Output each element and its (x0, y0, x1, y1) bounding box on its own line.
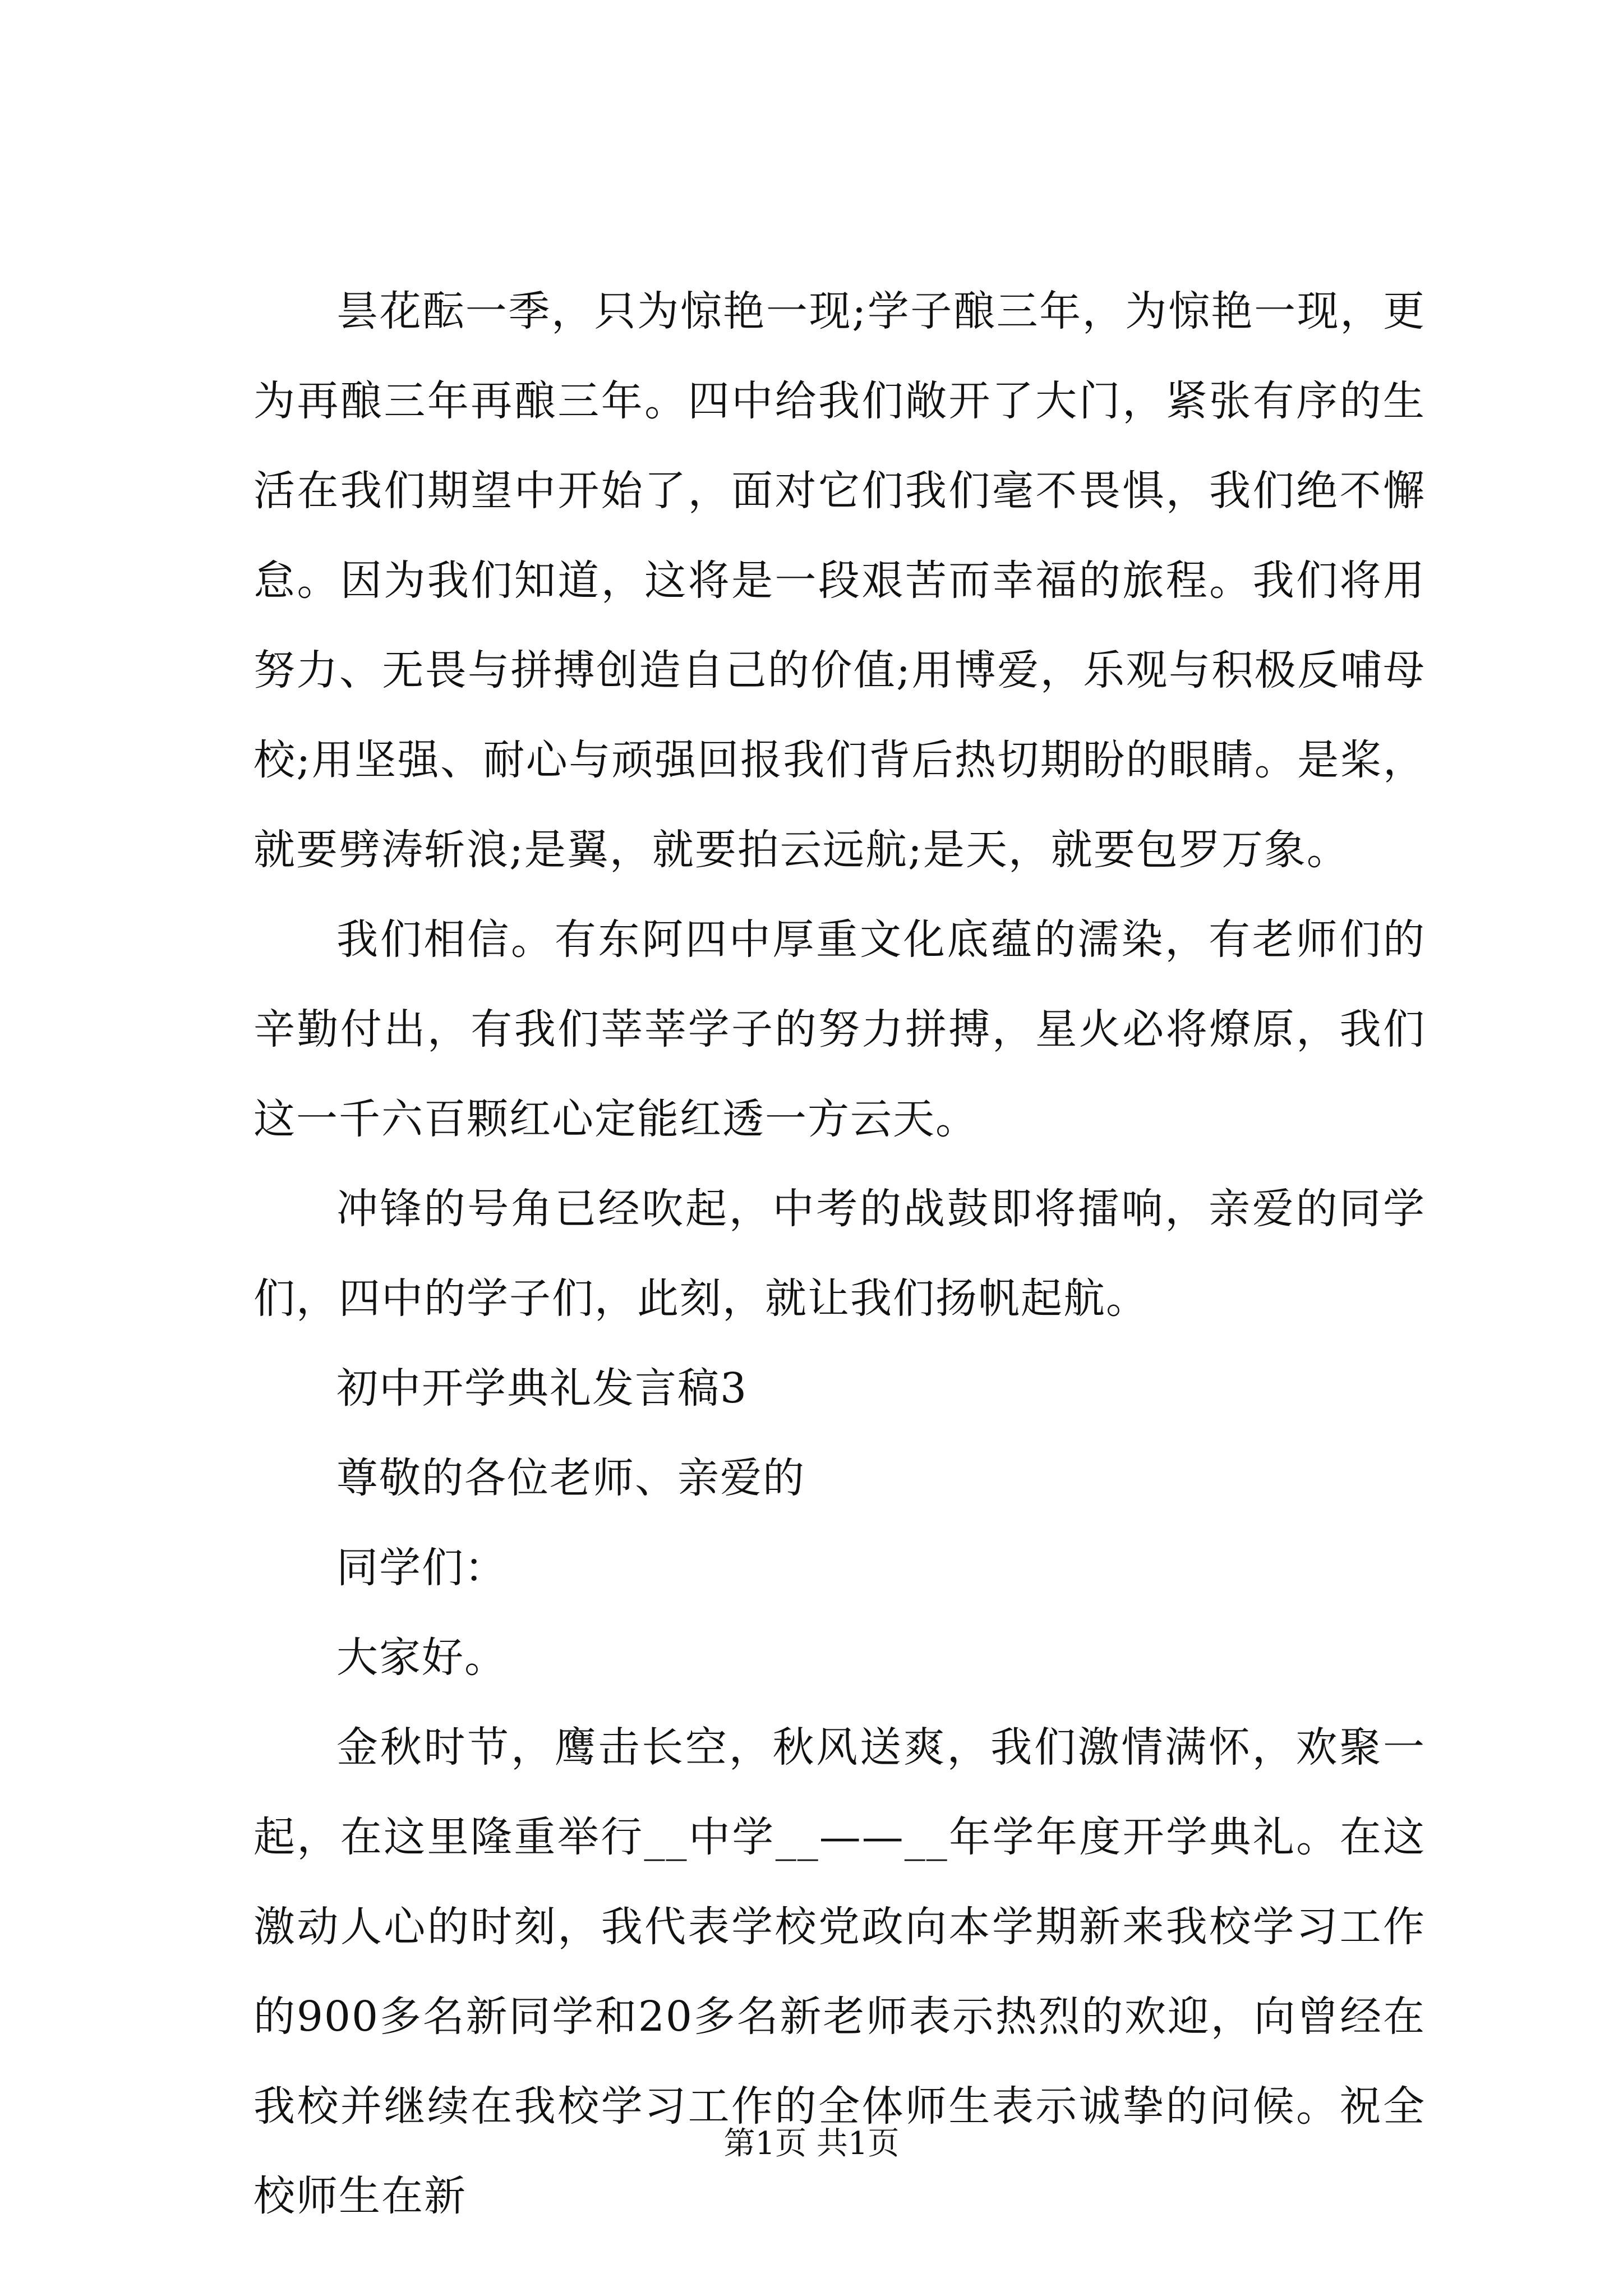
section-heading: 初中开学典礼发言稿3 (336, 1364, 748, 1412)
paragraph-2: 我们相信。有东阿四中厚重文化底蕴的濡染，有老师们的辛勤付出，有我们莘莘学子的努力拼搏，星火必将燎原，我们这一千六百颗红心定能红透一方云天。 (253, 915, 1426, 1143)
page-number: 第1页 共1页 (723, 2125, 900, 2162)
paragraph-3: 冲锋的号角已经吹起，中考的战鼓即将擂响，亲爱的同学们，四中的学子们，此刻，就让我们扬帆起航。 (253, 1185, 1426, 1323)
greeting: 大家好。 (336, 1634, 507, 1682)
document-body (253, 266, 1426, 2241)
salutation-line-2: 同学们： (336, 1544, 507, 1592)
page-footer (0, 2122, 1623, 2166)
salutation-line-1: 尊敬的各位老师、亲爱的 (336, 1454, 805, 1502)
paragraph-4: 金秋时节，鹰击长空，秋风送爽，我们激情满怀，欢聚一起，在这里隆重举行__中学__——__年学年度开学典礼。在这激动人心的时刻，我代表学校党政向本学期新来我校学习工作的900多名新同学和20多名新老师表示热烈的欢迎，向曾经在我校并继续在我校学习工作的全体师生表示诚挚的问候。祝全校师生在新 (253, 1723, 1426, 2220)
paragraph-1: 昙花酝一季，只为惊艳一现;学子酿三年，为惊艳一现，更为再酿三年再酿三年。四中给我们敞开了大门，紧张有序的生活在我们期望中开始了，面对它们我们毫不畏惧，我们绝不懈怠。因为我们知道，这将是一段艰苦而幸福的旅程。我们将用努力、无畏与拼搏创造自己的价值;用博爱，乐观与积极反哺母校;用坚强、耐心与顽强回报我们背后热切期盼的眼睛。是桨，就要劈涛斩浪;是翼，就要拍云远航;是天，就要包罗万象。 (253, 287, 1426, 874)
